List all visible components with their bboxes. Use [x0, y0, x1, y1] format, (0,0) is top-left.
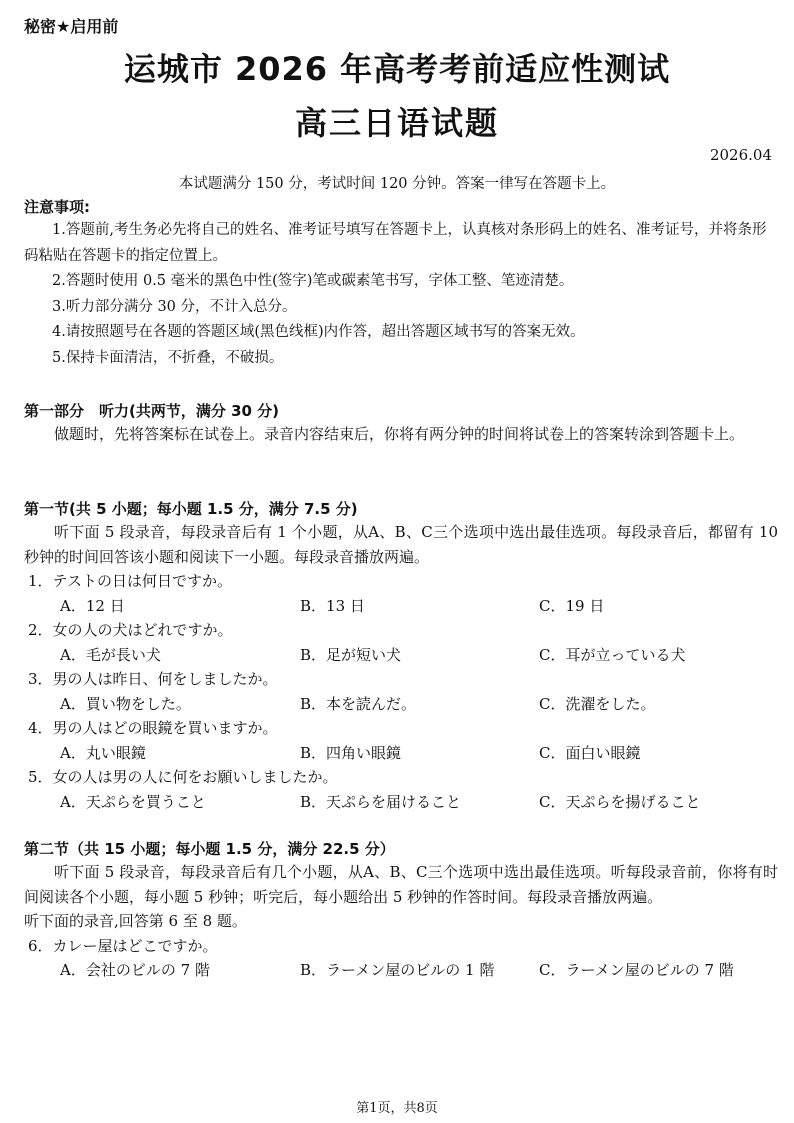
option-c: C．洗濯をした。: [539, 694, 656, 713]
section2: [24, 838, 778, 983]
part1-instruction: 做题时，先将答案标在试卷上。录音内容结束后，你将有两分钟的时间将试卷上的答案转涂到答题卡上。: [54, 425, 745, 443]
notes-section: [24, 196, 778, 371]
option-a: A．12 日: [60, 596, 125, 615]
section1: [24, 498, 778, 814]
option-b: B．四角い眼鏡: [300, 743, 402, 762]
option-a: A．買い物をした。: [60, 694, 191, 713]
question-text: 6．カレー屋はどこですか。: [28, 936, 218, 955]
question-text: 4．男の人はどの眼鏡を買いますか。: [28, 719, 278, 737]
options-row: [24, 790, 778, 815]
options-row: [24, 741, 778, 766]
section2-heading: 第二节（共 15 小题；每小题 1.5 分，满分 22.5 分）: [24, 840, 395, 858]
note-item: 1.答题前,考生务必先将自己的姓名、准考证号填写在答题卡上，认真核对条形码上的姓名、准考证号，并将条形码粘贴在答题卡的指定位置上。: [24, 222, 767, 264]
note-item: 4.请按照题号在各题的答题区域(黑色线框)内作答，超出答题区域书写的答案无效。: [52, 324, 585, 340]
option-c: C．ラーメン屋のビルの 7 階: [539, 961, 734, 979]
part1-heading: 第一部分 听力(共两节，满分 30 分): [24, 402, 280, 420]
option-b: B．足が短い犬: [300, 645, 402, 664]
page-footer: 第1页，共8页: [356, 1101, 438, 1116]
section2-sub-instruction: 听下面的录音,回答第 6 至 8 题。: [24, 912, 247, 930]
option-a: A．丸い眼鏡: [60, 743, 146, 762]
options-row: [24, 594, 778, 619]
option-c: C．天ぷらを揚げること: [539, 792, 701, 811]
exam-title: 运城市 2026 年高考考前适应性测试: [123, 50, 671, 88]
section1-instruction: 听下面 5 段录音，每段录音后有 1 个小题，从A、B、C三个选项中选出最佳选项。每段录音后，都留有 10 秒钟的时间回答该小题和阅读下一小题。每段录音播放两遍。: [24, 523, 778, 566]
options-row: [24, 958, 778, 983]
option-c: C．耳が立っている犬: [539, 645, 686, 664]
option-b: B．天ぷらを届けること: [300, 792, 462, 811]
section2-instruction: 听下面 5 段录音，每段录音后有几个小题，从A、B、C三个选项中选出最佳选项。听每段录音前，你将有时间阅读各个小题，每小题 5 秒钟；听完后，每小题给出 5 秒钟的作答时间。每段录音播放两遍。: [24, 863, 778, 906]
question-text: 5．女の人は男の人に何をお願いしましたか。: [28, 768, 338, 786]
option-b: B．本を読んだ。: [300, 694, 417, 713]
option-a: A．会社のビルの 7 階: [60, 961, 210, 979]
exam-intro: 本试题满分 150 分，考试时间 120 分钟。答案一律写在答题卡上。: [178, 176, 616, 192]
question-text: 2．女の人の犬はどれですか。: [28, 621, 233, 639]
option-b: B．13 日: [300, 596, 365, 615]
option-c: C．19 日: [539, 596, 605, 615]
exam-date: 2026.04: [709, 146, 772, 164]
option-a: A．毛が長い犬: [60, 645, 161, 664]
option-a: A．天ぷらを買うこと: [60, 792, 206, 811]
note-item: 5.保持卡面清洁，不折叠，不破损。: [52, 349, 284, 366]
notes-heading: 注意事项:: [24, 198, 90, 216]
part1-section: [24, 400, 778, 447]
exam-subtitle: 高三日语试题: [294, 104, 499, 142]
confidential-label: 秘密★启用前: [24, 17, 119, 36]
option-b: B．ラーメン屋のビルの 1 階: [300, 961, 495, 979]
note-item: 3.听力部分满分 30 分，不计入总分。: [52, 298, 297, 315]
section1-heading: 第一节(共 5 小题；每小题 1.5 分，满分 7.5 分): [24, 500, 358, 518]
question-text: 1．テストの日は何日ですか。: [28, 572, 232, 590]
options-row: [24, 692, 778, 717]
option-c: C．面白い眼鏡: [539, 743, 641, 762]
question-text: 3．男の人は昨日、何をしましたか。: [28, 670, 278, 688]
note-item: 2.答题时使用 0.5 毫米的黑色中性(签字)笔或碳素笔书写，字体工整、笔迹清楚。: [52, 273, 574, 289]
options-row: [24, 643, 778, 668]
